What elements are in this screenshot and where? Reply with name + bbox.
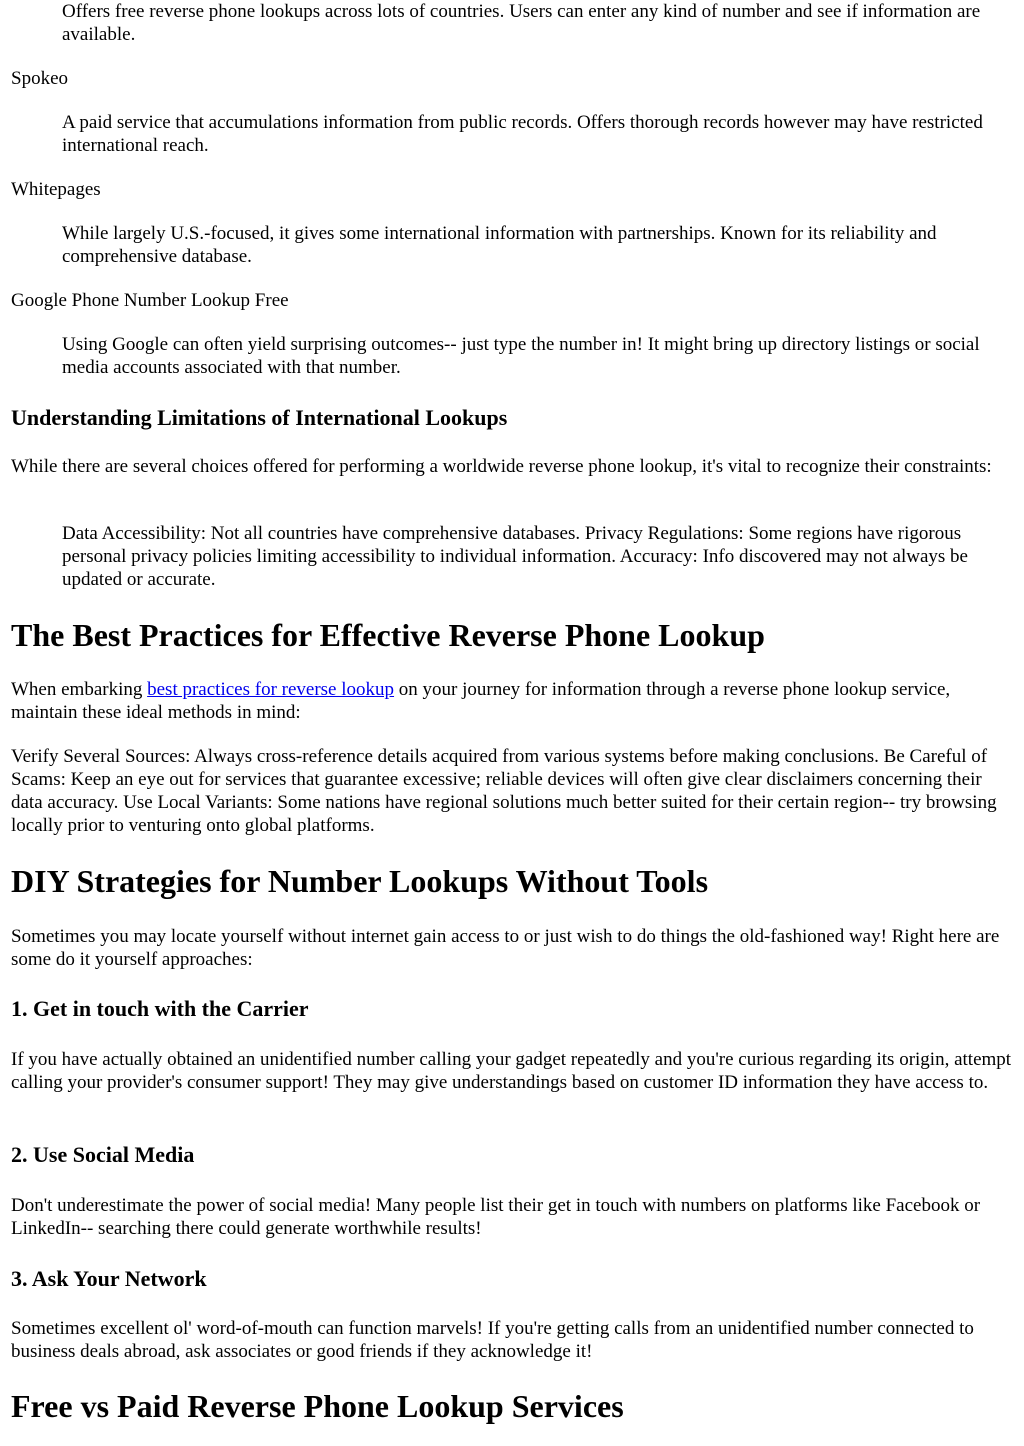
diy-item-heading-carrier: 1. Get in touch with the Carrier [11,996,309,1021]
service-description-google: Using Google can often yield surprising outcomes-- just type the number in! It might bring up directory listings or social media accounts associated with that number. [62,334,980,378]
diy-item-heading-social: 2. Use Social Media [11,1142,195,1167]
service-name-spokeo: Spokeo [11,68,68,89]
service-name-google: Google Phone Number Lookup Free [11,290,289,311]
best-practices-intro-before: When embarking [11,679,148,700]
service-description-first: Offers free reverse phone lookups across lots of countries. Users can enter any kind of number and see if information are available. [62,1,981,45]
service-description-whitepages: While largely U.S.-focused, it gives some international information with partnerships. Known for its reliability and comprehensive database. [62,223,937,267]
best-practices-body: Verify Several Sources: Always cross-reference details acquired from various systems before making conclusions. Be Careful of Scams: Keep an eye out for services that guarantee excessive; reliable devices will often give clear disclaimers concerning their data accuracy. Use Local Variants: Some nations have regional solutions much better suited for their certain region-- try browsing locally prior to venturing onto global platforms. [11,746,997,836]
diy-heading: DIY Strategies for Number Lookups Without Tools [11,863,709,899]
limitations-details: Data Accessibility: Not all countries have comprehensive databases. Privacy Regulations: Some regions have rigorous personal privacy policies limiting accessibility to individual information. Accuracy: Info discovered may not always be updated or accurate. [62,523,968,590]
diy-item-heading-network: 3. Ask Your Network [11,1266,207,1291]
limitations-heading: Understanding Limitations of International Lookups [11,405,508,430]
free-vs-paid-heading: Free vs Paid Reverse Phone Lookup Services [11,1388,624,1424]
diy-intro: Sometimes you may locate yourself without internet gain access to or just wish to do things the old-fashioned way! Right here are some do it yourself approaches: [11,926,1000,970]
best-practices-intro-after: on your journey for information through a reverse phone lookup service, maintain these ideal methods in mind: [11,679,951,723]
diy-item-body-carrier: If you have actually obtained an unidentified number calling your gadget repeatedly and you're curious regarding its origin, attempt calling your provider's consumer support! They may give understandings based on customer ID information they have access to. [11,1049,1012,1093]
limitations-intro: While there are several choices offered for performing a worldwide reverse phone lookup, it's vital to recognize their constraints: [11,456,992,477]
best-practices-intro [11,678,1014,724]
best-practices-heading: The Best Practices for Effective Reverse Phone Lookup [11,617,765,653]
diy-item-body-network: Sometimes excellent ol' word-of-mouth can function marvels! If you're getting calls from an unidentified number connected to business deals abroad, ask associates or good friends if they acknowledge it! [11,1318,974,1362]
service-name-whitepages: Whitepages [11,179,101,200]
service-description-spokeo: A paid service that accumulations information from public records. Offers thorough records however may have restricted international reach. [62,112,983,156]
diy-item-body-social: Don't underestimate the power of social media! Many people list their get in touch with numbers on platforms like Facebook or LinkedIn-- searching there could generate worthwhile results! [11,1195,981,1239]
best-practices-link[interactable]: best practices for reverse lookup [147,679,395,700]
